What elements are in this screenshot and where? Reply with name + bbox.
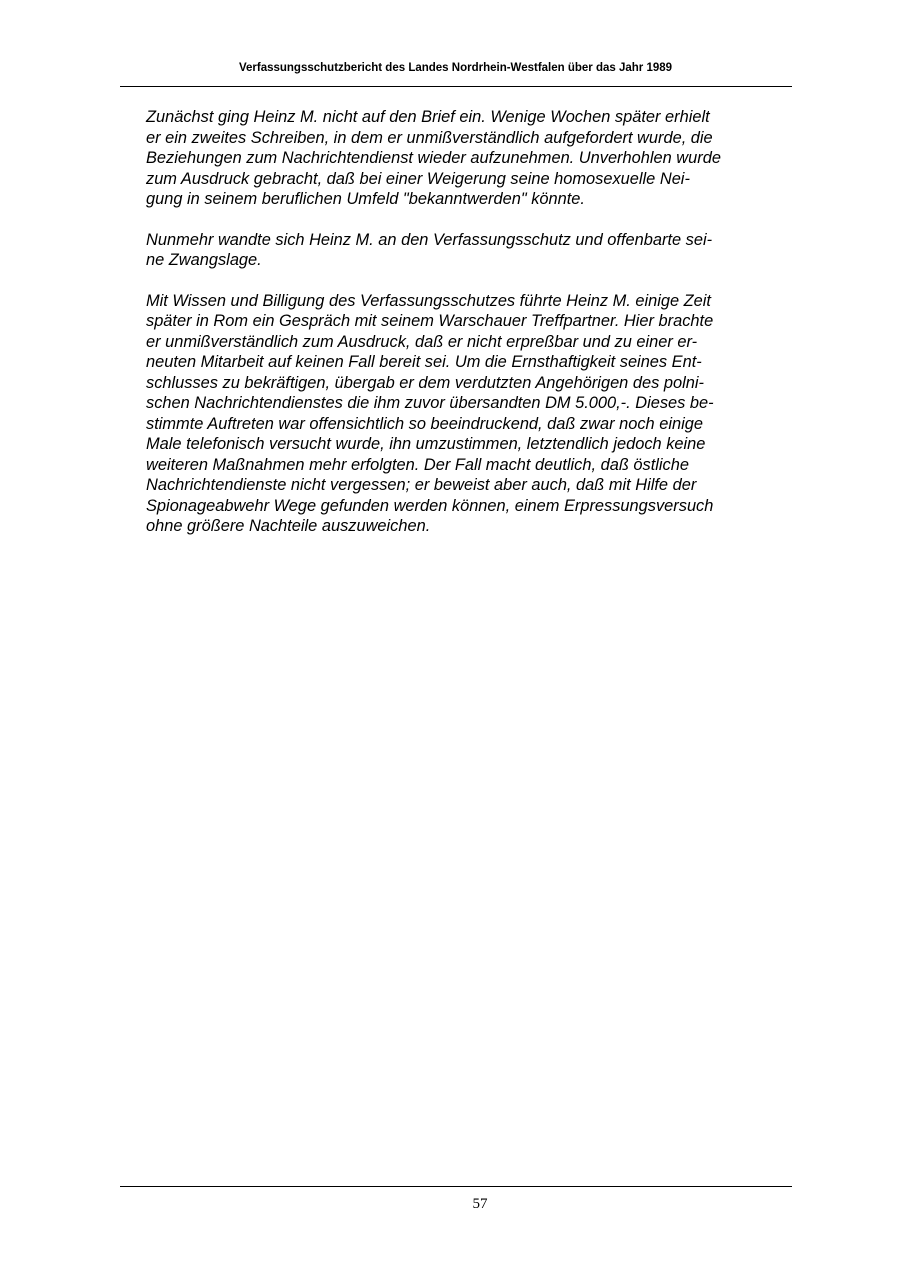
text-line: Beziehungen zum Nachrichtendienst wieder aufzunehmen. Unverhohlen wurde bbox=[146, 149, 721, 167]
text-line: er unmißverständlich zum Ausdruck, daß er nicht erpreßbar und zu einer er- bbox=[146, 332, 698, 351]
text-line: stimmte Auftreten war offensichtlich so beeindruckend, daß zwar noch einige bbox=[146, 414, 703, 433]
paragraph-3 bbox=[146, 291, 786, 537]
text-line: gung in seinem beruflichen Umfeld "bekanntwerden" könnte. bbox=[146, 190, 585, 208]
page-number: 57 bbox=[472, 1196, 488, 1212]
text-line: schen Nachrichtendienstes die ihm zuvor übersandten DM 5.000,-. Dieses be- bbox=[146, 394, 714, 412]
text-line: Nachrichtendienste nicht vergessen; er beweist aber auch, daß mit Hilfe der bbox=[146, 476, 697, 494]
text-line: schlusses zu bekräftigen, übergab er dem verdutzten Angehörigen des polni- bbox=[146, 373, 704, 392]
paragraph-1 bbox=[146, 107, 786, 210]
text-line: ne Zwangslage. bbox=[146, 251, 262, 269]
text-line: weiteren Maßnahmen mehr erfolgten. Der Fall macht deutlich, daß östliche bbox=[146, 455, 689, 474]
running-header: Verfassungsschutzbericht des Landes Nordrhein-Westfalen über das Jahr 1989 bbox=[238, 62, 673, 74]
footer-divider bbox=[120, 1186, 792, 1187]
text-line: Nunmehr wandte sich Heinz M. an den Verfassungsschutz und offenbarte sei- bbox=[146, 230, 713, 249]
text-line: Spionageabwehr Wege gefunden werden können, einem Erpressungsversuch bbox=[146, 496, 714, 515]
body-text bbox=[146, 107, 786, 557]
text-line: Male telefonisch versucht wurde, ihn umzustimmen, letztendlich jedoch keine bbox=[146, 435, 706, 453]
text-line: neuten Mitarbeit auf keinen Fall bereit sei. Um die Ernsthaftigkeit seines Ent- bbox=[146, 353, 702, 371]
text-line: er ein zweites Schreiben, in dem er unmißverständlich aufgefordert wurde, die bbox=[146, 128, 713, 147]
text-line: später in Rom ein Gespräch mit seinem Warschauer Treffpartner. Hier brachte bbox=[146, 312, 714, 330]
text-line: Mit Wissen und Billigung des Verfassungsschutzes führte Heinz M. einige Zeit bbox=[146, 291, 711, 310]
header-divider bbox=[120, 86, 792, 87]
text-line: ohne größere Nachteile auszuweichen. bbox=[146, 517, 431, 535]
text-line: Zunächst ging Heinz M. nicht auf den Brief ein. Wenige Wochen später erhielt bbox=[146, 108, 710, 126]
text-line: zum Ausdruck gebracht, daß bei einer Weigerung seine homosexuelle Nei- bbox=[146, 169, 690, 188]
paragraph-2 bbox=[146, 230, 786, 271]
